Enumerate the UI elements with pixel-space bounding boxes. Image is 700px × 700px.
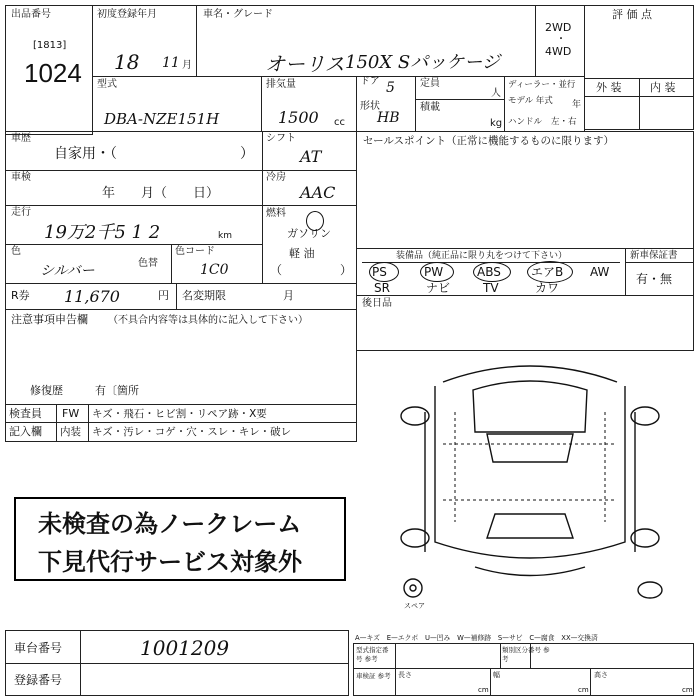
side-panels	[425, 412, 635, 552]
notes-subtitle: （不具合内容等は具体的に記入して下さい）	[108, 315, 308, 326]
drive-2wd: 2WD	[545, 21, 572, 34]
chassis-label: 車台番号	[14, 641, 63, 655]
spare-wheel-right	[638, 582, 662, 598]
later-docs-label: 後日品	[362, 298, 392, 309]
in-text: キズ・汚レ・コゲ・穴・スレ・キレ・破レ	[92, 426, 292, 438]
color-code-value: 1C0	[200, 262, 229, 278]
length-label: 長さ	[398, 671, 412, 679]
category-label: 類別区分番号 参考	[502, 646, 550, 663]
equipment-item: エアB	[531, 265, 564, 279]
reg-date-label: 初度登録年月	[97, 9, 157, 20]
inspection-label: 車検	[11, 172, 31, 183]
notice-line-2: 下見代行サービス対象外	[38, 549, 302, 576]
handle-label: ハンドル	[508, 117, 543, 127]
fw-label: FW	[62, 407, 80, 420]
fuel-gasoline: ガソリン	[287, 227, 331, 240]
reg-month: 11	[162, 55, 180, 71]
rear-window	[487, 514, 573, 538]
capacity-unit: 人	[491, 88, 501, 99]
door-value: 5	[386, 80, 395, 96]
color-label: 色	[11, 246, 21, 257]
later-docs-cell	[356, 295, 694, 351]
shift-label: シフト	[266, 133, 296, 144]
panel-dashes	[443, 412, 617, 522]
equipment-item: PS	[372, 265, 387, 279]
shift-value: AT	[300, 147, 322, 166]
shape-value: HB	[377, 110, 400, 126]
equipment-label: 装備品（純正品に限り丸をつけて下さい）	[396, 251, 568, 261]
chassis-value: 1001209	[140, 636, 230, 660]
displacement-unit: cc	[334, 117, 345, 128]
history-label: 車歴	[11, 133, 31, 144]
year-unit: 年	[572, 100, 582, 110]
model-label: 型式	[97, 79, 117, 90]
fuel-label: 燃料	[266, 208, 286, 219]
car-name-label: 車名・グレード	[203, 9, 273, 20]
mileage-value: 19万2千5 1 2	[44, 222, 161, 243]
equipment-item: ナビ	[426, 281, 451, 295]
repair-label: 修復歴	[30, 384, 63, 397]
damage-legend: A—キズ E—エクボ U—凹み W—補修跡 S—サビ C—腐食 XX—交換済	[355, 634, 598, 642]
interior-label: 内 装	[650, 81, 676, 94]
recycle-amount: 11,670	[64, 287, 120, 306]
fuel-diesel: 軽 油	[289, 247, 315, 260]
equipment-item: ABS	[477, 265, 501, 279]
pw-circle	[420, 262, 454, 282]
ac-label: 冷房	[266, 172, 286, 183]
ac-value: AAC	[300, 183, 336, 202]
equipment-item: PW	[424, 265, 444, 279]
displacement-label: 排気量	[266, 79, 296, 90]
recycle-label: R券	[11, 289, 30, 302]
drive-4wd: 4WD	[545, 45, 572, 58]
load-unit: kg	[490, 118, 503, 129]
load-label: 積載	[420, 102, 440, 113]
repair-value: 有〔箇所	[95, 384, 139, 397]
fw-text: キズ・飛石・ヒビ割・リペア跡・X要	[92, 408, 267, 420]
spare-label: スペア	[404, 602, 425, 610]
year-model-label: モデル 年式	[508, 96, 553, 106]
lot-label: 出品番号	[11, 9, 51, 20]
hood-panel	[473, 381, 587, 432]
history-value: 自家用・（	[54, 146, 117, 162]
deadline-month-unit: 月	[283, 289, 294, 302]
drive-dot: ・	[556, 34, 566, 45]
history-close-paren: ）	[240, 146, 254, 162]
new-car-label: 新車保証書	[630, 250, 678, 261]
fuel-circle	[306, 211, 324, 231]
airbag-circle	[527, 261, 573, 283]
dealer-label: ディーラー・並行	[508, 80, 576, 90]
equipment-item: TV	[483, 281, 499, 295]
displacement-value: 1500	[278, 108, 319, 127]
reg-month-unit: 月	[182, 60, 192, 71]
width-label: 幅	[493, 671, 500, 679]
lot-code: [1813]	[33, 40, 67, 51]
reg-year: 18	[114, 50, 140, 74]
inspection-value: 年 月（ 日）	[102, 186, 220, 201]
sales-point-label: セールスポイント（正常に機能するものに限ります）	[363, 135, 615, 147]
notice-line-1: 未検査の為ノークレーム	[38, 511, 302, 538]
width-unit: cm	[578, 686, 589, 694]
recycle-unit: 円	[158, 289, 169, 302]
shape-label: 形状	[360, 101, 380, 112]
inspector-label-1: 検査員	[9, 407, 42, 420]
body-outline	[435, 386, 625, 558]
color-change-label: 色替	[138, 258, 158, 269]
inspector-label-2: 記入欄	[9, 425, 42, 438]
model-value: DBA-NZE151H	[104, 110, 220, 128]
fuel-close: ）	[340, 263, 353, 277]
roof-arc	[443, 366, 617, 382]
length-unit: cm	[478, 686, 489, 694]
car-damage-diagram	[395, 352, 665, 612]
height-label: 高さ	[594, 671, 608, 679]
spare-tire	[404, 579, 422, 597]
modify-label: 型式指定番号 参考	[356, 646, 389, 663]
car-name: オーリス	[265, 52, 345, 76]
mileage-unit: km	[218, 231, 232, 241]
lot-number: 1024	[24, 58, 82, 88]
fuel-open: （	[270, 263, 283, 277]
mileage-label: 走行	[11, 207, 31, 218]
rear-bumper	[475, 567, 585, 576]
eval-label: 評 価 点	[612, 8, 652, 21]
equipment-item: SR	[374, 281, 390, 295]
exterior-label: 外 装	[596, 81, 622, 94]
cert-label: 車検証 参考	[356, 672, 391, 680]
color-code-label: 色コード	[175, 246, 215, 257]
height-unit: cm	[682, 686, 693, 694]
windshield	[487, 434, 573, 462]
history-cell	[5, 131, 263, 171]
equipment-item: カワ	[535, 281, 560, 295]
door-label: ドア	[360, 76, 380, 87]
notes-title: 注意事項申告欄	[11, 313, 88, 326]
deadline-label: 名変期限	[182, 289, 226, 302]
abs-circle	[473, 262, 511, 282]
handle-value: 左・右	[551, 117, 577, 127]
in-label: 内装	[60, 426, 81, 438]
equipment-item: AW	[590, 265, 610, 279]
reg-number-label: 登録番号	[14, 673, 63, 687]
capacity-label: 定員	[420, 78, 440, 89]
new-car-value: 有・無	[636, 272, 673, 286]
ps-circle	[369, 262, 399, 282]
car-grade: 150X Sパッケージ	[345, 52, 500, 73]
color-value: シルバー	[40, 263, 95, 279]
sales-point-cell	[356, 131, 694, 249]
